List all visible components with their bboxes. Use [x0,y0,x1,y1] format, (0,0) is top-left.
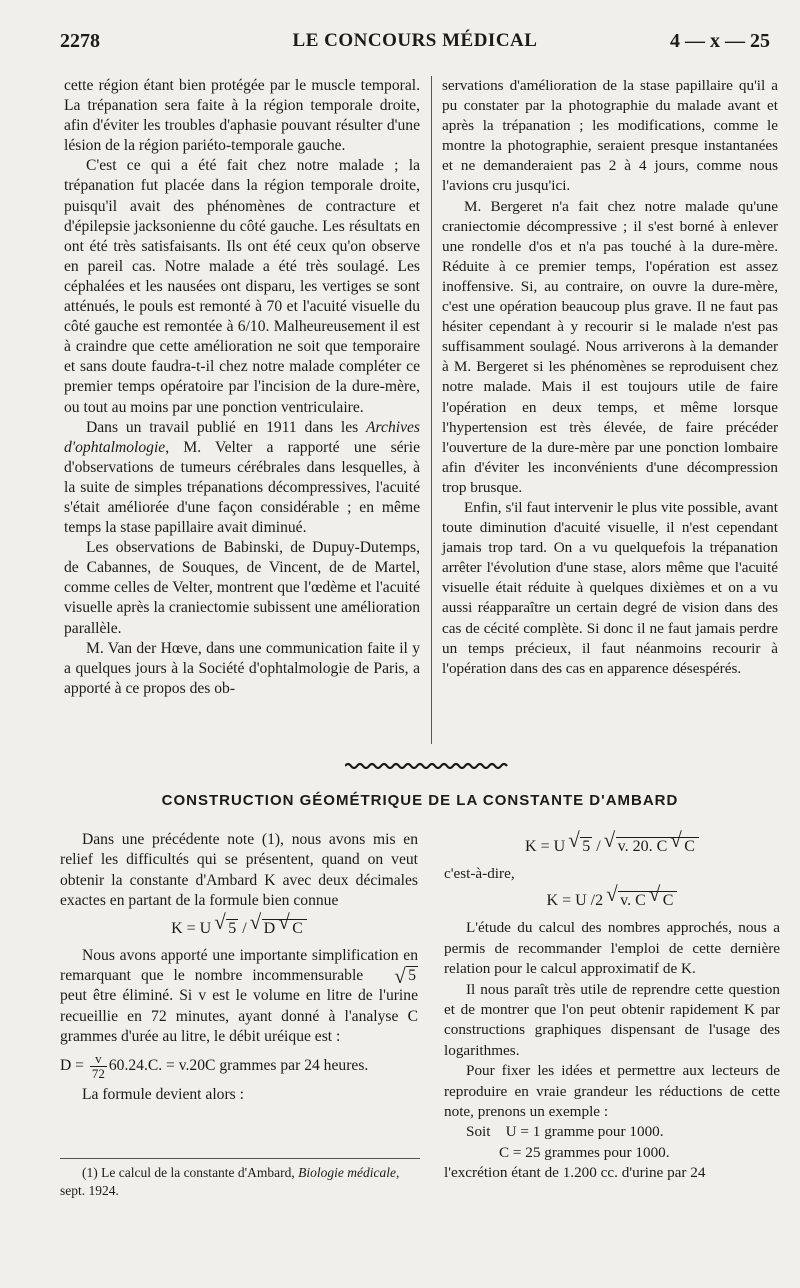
paragraph: La formule devient alors : [82,1085,244,1103]
example-line: C = 25 grammes pour 1000. [499,1143,670,1161]
paragraph: cette région étant bien protégée par le muscle temporal. La trépanation sera faite à la région temporale droite, afin d'éviter les troubles d'aphasie pouvant résulter d'une lésion de la région pariéto-temporale gauche. [64,77,420,155]
column-divider [431,76,432,744]
paragraph: M. Van der Hœve, dans une communication faite il y a quelques jours à la Société d'ophtalmologie de Paris, a apporté à ce propos des ob- [64,639,420,697]
footnote-text: (1) Le calcul de la constante d'Ambard, Biologie médicale, sept. 1924. [60,1165,400,1198]
section-title: CONSTRUCTION GÉOMÉTRIQUE DE LA CONSTANTE D'AMBARD [161,792,679,809]
paragraph: Dans une précédente note (1), nous avons mis en relief les difficultés qui se présentent, quand on veut obtenir la constante d'Ambard K avec deux décimales exactes en partant de la formule bien connue [60,831,418,910]
paragraph: L'étude du calcul des nombres approchés, nous a permis de recommander l'emploi de cette dernière relation pour le calcul approximatif de K. [444,919,780,978]
paragraph: C'est ce qui a été fait chez notre malade ; la trépanation fut placée dans la région temporale droite, puisqu'il avait des phénomènes de contracture et d'épilepsie jacksonienne du côté gauche. Les résultats en ont été très satisfaisants. Ils ont été ceux qu'on observe en pareil cas. Notre malade a été très soulagé. Les céphalées et les nausées ont disparu, les vertiges se sont atténués, le pouls est remonté à 70 et l'acuité visuelle du côté gauche est remontée à 6/10. Malheureusement il est à craindre que cette amélioration ne soit que temporaire et sans doute faudra-t-il chez notre malade compléter ce premier temps opératoire par l'incision de la dure-mère, ou tout au moins par une ponction ventriculaire. [64,157,420,416]
journal-reference: Archives d'ophtalmologie [64,418,420,456]
footnote-rule [60,1158,420,1159]
paragraph: Nous avons apporté une importante simplification en remarquant que le nombre incommensurable √ 5 peut être éliminé. Si v est le volume en litre de l'urine recueillie en 72 minutes, ayant donné à l'analyse C grammes d'urée au litre, le débit uréique est : [60,946,418,1048]
formula-ambard-v: K = U √ 5 / √ v. 20. C √ C [444,830,780,864]
right-column-bottom [444,830,780,1184]
journal-title: LE CONCOURS MÉDICAL [292,30,538,51]
paragraph: l'excrétion étant de 1.200 cc. d'urine par 24 [444,1164,706,1182]
paragraph: Il nous paraît très utile de reprendre cette question et de montrer que l'on peut obtenir rapidement K par constructions graphiques dispensant de l'usage des logarithmes. [444,980,780,1059]
paragraph: Dans un travail publié en 1911 dans les Archives d'ophtalmologie, M. Velter a rapporté une série d'observations de tumeurs cérébrales dans lesquelles, à la suite de simples trépanations décompressives, l'acuité s'était améliorée d'une façon considérable ; en même temps la stase papillaire avait diminué. [64,418,420,537]
footnote [60,1164,420,1200]
ornament-divider [345,756,510,776]
formula-ambard: K = U √ 5 / √ D √ C [60,912,418,946]
page-header [60,30,770,60]
left-column-top [64,76,420,699]
paragraph: Les observations de Babinski, de Dupuy-Dutemps, de Cabannes, de Souques, de Vincent, de de Martel, comme celles de Velter, montrent que l'œdème et l'acuité visuelle après la craniectomie subissent une amélioration parallèle. [64,539,420,637]
paragraph: M. Bergeret n'a fait chez notre malade qu'une craniectomie décompressive ; il s'est borné à enlever une rondelle d'os et n'a pas touché à la dure-mère. Réduite à ce premier temps, l'opération est assez inoffensive. Si, au contraire, on ouvre la dure-mère, c'est une opération beaucoup plus grave. Il ne faut pas hésiter cependant à y recourir si le malade n'est pas suffisamment soulagé. Nous arriverons à la demander à M. Bergeret si les phénomènes se reproduisent chez notre malade. Mais il est toujours utile de faire l'opération en deux temps, et même lorsque l'hypertension est très élevée, de faire précéder l'ouverture de la dure-mère par une ponction lombaire afin d'éviter les inconvénients d'une décompression trop brusque. [442,197,778,496]
paragraph: c'est-à-dire, [444,865,515,882]
formula-debit: D = $\frac{v}{72}$ 60.24.C. = v.20C grammes par 24 heures. [60,1050,369,1081]
paragraph: Pour fixer les idées et permettre aux lecteurs de reproduire en vraie grandeur les réductions de cette note, prenons un exemple : [444,1062,780,1121]
issue-date: 4 — x — 25 [670,30,770,52]
left-column-bottom [60,830,418,1105]
paragraph: servations d'amélioration de la stase papillaire qu'il a pu constater par la photographie du malade avant et après la trépanation ; les modifications, comme le montre la photographie, seraient presque instantanées et ne demanderaient pas 2 à 4 jours, comme nous l'avions cru jusqu'ici. [442,77,778,195]
page-number: 2278 [60,30,100,52]
formula-ambard-simplified: K = U /2 √ v. C √ C [444,884,780,918]
paragraph: Enfin, s'il faut intervenir le plus vite possible, avant toute diminution d'acuité visuelle, il n'est cependant jamais trop tard. On a vu quelquefois la trépanation arrêter l'évolution d'une stase, alors même que l'acuité visuelle était réduite à quelques dixièmes et on a vu aussi réapparaître un certain degré de vision dans des cas de cécité complète. Si donc il ne faut jamais perdre un temps précieux, il faut néanmoins recourir à l'opération dans des cas en apparence désespérés. [442,498,778,677]
example-line: Soit U = 1 gramme pour 1000. [466,1123,664,1141]
right-column-top [442,76,778,679]
